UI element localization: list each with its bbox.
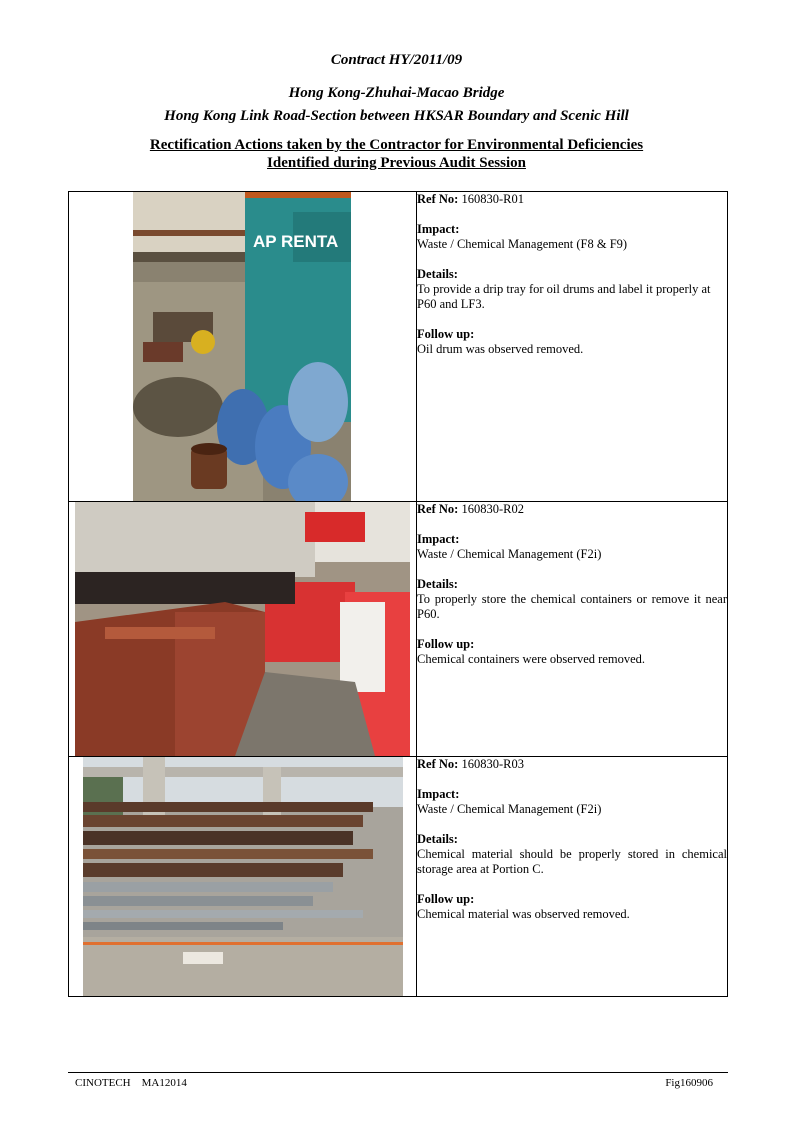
contract-number: Contract HY/2011/09: [330, 52, 463, 68]
info-cell: [417, 757, 728, 997]
impact-label: Impact:: [417, 787, 460, 801]
footer-company: CINOTECH MA12014: [75, 1077, 187, 1089]
table-row: [69, 502, 728, 757]
ref-label: Ref No:: [417, 192, 459, 206]
followup-text: Oil drum was observed removed.: [417, 342, 584, 356]
details-label: Details:: [417, 267, 458, 281]
impact-text: Waste / Chemical Management (F2i): [417, 802, 602, 816]
followup-text: Chemical material was observed removed.: [417, 907, 630, 921]
impact-text: Waste / Chemical Management (F2i): [417, 547, 602, 561]
site-photo-chemical-containers: [75, 502, 410, 756]
impact-label: Impact:: [417, 532, 460, 546]
report-title-line2: Identified during Previous Audit Session: [267, 155, 526, 171]
ref-label: Ref No:: [417, 502, 459, 516]
footer-figure-number: Fig160906: [665, 1077, 713, 1089]
details-text: To properly store the chemical containers or remove it near P60.: [417, 592, 727, 621]
photo-cell: [69, 757, 417, 997]
info-cell: [417, 502, 728, 757]
project-title-line2: Hong Kong Link Road-Section between HKSAR Boundary and Scenic Hill: [164, 108, 629, 124]
table-row: [69, 757, 728, 997]
followup-text: Chemical containers were observed removed.: [417, 652, 646, 666]
followup-label: Follow up:: [417, 892, 475, 906]
details-text: Chemical material should be properly stored in chemical storage area at Portion C.: [417, 847, 727, 876]
ref-number: 160830-R03: [461, 757, 524, 771]
ref-number: 160830-R02: [461, 502, 524, 516]
info-cell: [417, 192, 728, 502]
photo-cell: [69, 502, 417, 757]
impact-label: Impact:: [417, 222, 460, 236]
details-label: Details:: [417, 577, 458, 591]
details-text: To provide a drip tray for oil drums and label it properly at P60 and LF3.: [417, 282, 711, 311]
ref-number: 160830-R01: [461, 192, 524, 206]
details-label: Details:: [417, 832, 458, 846]
project-title-line1: Hong Kong-Zhuhai-Macao Bridge: [288, 85, 505, 101]
report-title-line1: Rectification Actions taken by the Contractor for Environmental Deficiencies: [149, 137, 644, 153]
followup-label: Follow up:: [417, 327, 475, 341]
table-row: [69, 192, 728, 502]
ref-label: Ref No:: [417, 757, 459, 771]
footer-divider: [68, 1072, 728, 1073]
impact-text: Waste / Chemical Management (F8 & F9): [417, 237, 628, 251]
svg-text:AP RENTA: AP RENTA: [253, 232, 339, 251]
site-photo-oil-drums: [133, 192, 351, 501]
photo-cell: [69, 192, 417, 502]
site-photo-chemical-material: [83, 757, 403, 996]
followup-label: Follow up:: [417, 637, 475, 651]
rectification-table: [68, 191, 728, 997]
